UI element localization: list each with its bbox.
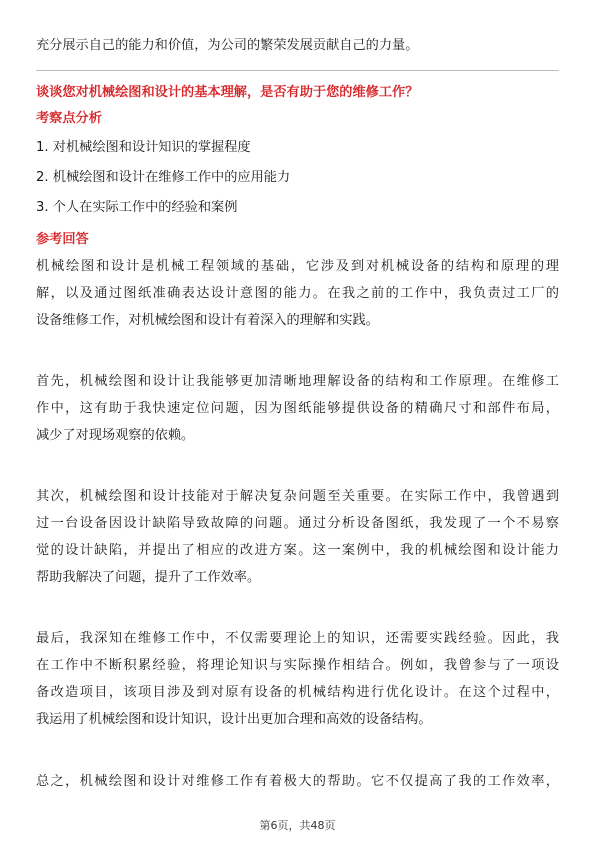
paragraph-line: 觉的设计缺陷，并提出了相应的改进方案。这一案例中，我的机械绘图和设计能力 bbox=[36, 543, 559, 558]
page-number: 第6页，共48页 bbox=[259, 819, 336, 832]
question-heading: 谈谈您对机械绘图和设计的基本理解，是否有助于您的维修工作？ bbox=[36, 85, 419, 100]
intro-line: 充分展示自己的能力和价值，为公司的繁荣发展贡献自己的力量。 bbox=[36, 38, 419, 53]
paragraph-line: 首先，机械绘图和设计让我能够更加清晰地理解设备的结构和工作原理。在维修工 bbox=[36, 374, 559, 389]
section-divider bbox=[36, 70, 559, 71]
paragraph-line: 总之，机械绘图和设计对维修工作有着极大的帮助。它不仅提高了我的工作效率， bbox=[36, 774, 559, 789]
paragraph-line: 解，以及通过图纸准确表达设计意图的能力。在我之前的工作中，我负责过工厂的 bbox=[36, 286, 559, 301]
paragraph-line: 备改造项目，该项目涉及到对原有设备的机械结构进行优化设计。在这个过程中， bbox=[36, 685, 559, 700]
paragraph-line: 我运用了机械绘图和设计知识，设计出更加合理和高效的设备结构。 bbox=[36, 712, 432, 727]
answer-paragraph-5 bbox=[36, 768, 559, 795]
paragraph-line: 设备维修工作，对机械绘图和设计有着深入的理解和实践。 bbox=[36, 313, 379, 328]
analysis-item: 3. 个人在实际工作中的经验和案例 bbox=[36, 200, 238, 215]
analysis-item: 2. 机械绘图和设计在维修工作中的应用能力 bbox=[36, 170, 291, 185]
answer-paragraph-3 bbox=[36, 483, 559, 591]
analysis-list bbox=[36, 133, 290, 223]
paragraph-line: 最后，我深知在维修工作中，不仅需要理论上的知识，还需要实践经验。因此，我 bbox=[36, 631, 559, 646]
answer-paragraph-1 bbox=[36, 253, 559, 334]
answer-paragraph-2 bbox=[36, 368, 559, 449]
paragraph-line: 减少了对现场观察的依赖。 bbox=[36, 428, 195, 443]
paragraph-line: 帮助我解决了问题，提升了工作效率。 bbox=[36, 570, 261, 585]
analysis-heading: 考察点分析 bbox=[36, 111, 102, 126]
paragraph-line: 作中，这有助于我快速定位问题，因为图纸能够提供设备的精确尺寸和部件布局， bbox=[36, 401, 559, 416]
paragraph-line: 机械绘图和设计是机械工程领域的基础，它涉及到对机械设备的结构和原理的理 bbox=[36, 259, 559, 274]
analysis-item: 1. 对机械绘图和设计知识的掌握程度 bbox=[36, 140, 251, 155]
answer-heading: 参考回答 bbox=[36, 232, 89, 247]
document-page bbox=[36, 0, 559, 842]
paragraph-line: 过一台设备因设计缺陷导致故障的问题。通过分析设备图纸，我发现了一个不易察 bbox=[36, 516, 559, 531]
answer-paragraph-4 bbox=[36, 625, 559, 733]
paragraph-line: 其次，机械绘图和设计技能对于解决复杂问题至关重要。在实际工作中，我曾遇到 bbox=[36, 489, 559, 504]
paragraph-line: 在工作中不断积累经验，将理论知识与实际操作相结合。例如，我曾参与了一项设 bbox=[36, 658, 559, 673]
